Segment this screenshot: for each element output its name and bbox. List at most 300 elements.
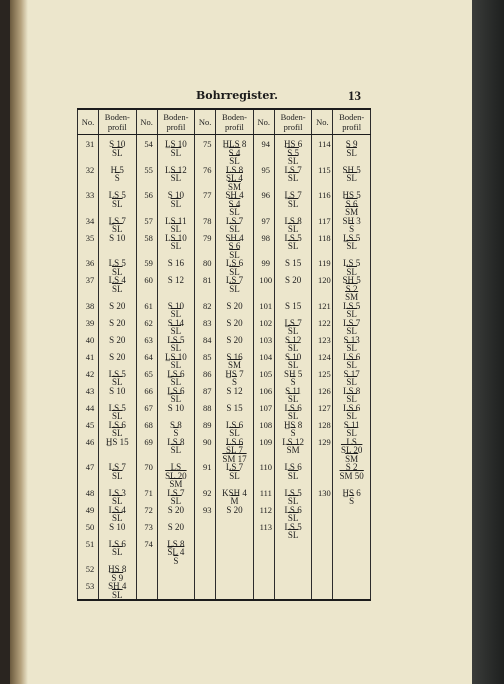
soil-profile <box>274 234 312 260</box>
soil-profile <box>274 166 312 192</box>
soil-profile <box>274 276 312 302</box>
boring-number: 48 <box>78 489 99 506</box>
profile-layer: S 10 <box>109 139 126 149</box>
profile-layer: SM 17 <box>222 453 247 464</box>
soil-profile <box>274 217 312 234</box>
boring-number: 107 <box>253 404 274 421</box>
boring-number: 66 <box>136 387 157 404</box>
boring-number: 76 <box>195 166 216 192</box>
table-row <box>78 217 371 234</box>
profile-layer: S 2 <box>345 283 358 294</box>
soil-profile <box>333 387 371 404</box>
boring-number <box>312 523 333 540</box>
boring-number: 98 <box>253 234 274 260</box>
boring-number: 51 <box>78 540 99 566</box>
boring-number: 101 <box>253 302 274 319</box>
soil-profile <box>216 336 254 353</box>
boring-number: 40 <box>78 336 99 353</box>
boring-number: 79 <box>195 234 216 260</box>
soil-profile <box>333 234 371 260</box>
table-row <box>78 276 371 302</box>
soil-profile <box>274 302 312 319</box>
profile-layer: LS 5 <box>167 334 185 345</box>
boring-number: 81 <box>195 276 216 302</box>
soil-profile <box>333 370 371 387</box>
soil-profile <box>274 336 312 353</box>
col-header-no: No. <box>253 109 274 135</box>
boring-number: 72 <box>136 506 157 523</box>
soil-profile <box>216 191 254 217</box>
profile-layer: LS 5 <box>108 368 126 379</box>
profile-layer: LS 6 <box>225 419 244 430</box>
profile-layer: $\overline{SL}$ <box>112 547 123 557</box>
boring-number: 85 <box>195 353 216 370</box>
profile-layer: SH 5 <box>283 368 303 379</box>
soil-profile <box>333 302 371 319</box>
profile-layer: SH 5 <box>342 164 361 175</box>
profile-layer: LS 10 <box>165 232 187 243</box>
profile-layer: LS 7 <box>167 487 185 498</box>
profile-layer: LS 7 <box>108 462 126 472</box>
profile-layer: SH 4 <box>108 581 127 591</box>
soil-profile <box>216 421 254 438</box>
soil-profile <box>216 302 254 319</box>
boring-number: 112 <box>253 506 274 523</box>
profile-layer: $\overline{SL}$ <box>287 513 299 523</box>
soil-profile <box>216 489 254 506</box>
profile-layer: $\overline{SL}$ <box>170 360 182 370</box>
soil-profile <box>333 135 371 166</box>
boring-number: 44 <box>78 404 99 421</box>
soil-profile <box>216 582 254 600</box>
soil-profile <box>99 166 137 192</box>
boring-number: 73 <box>136 523 157 540</box>
boring-number: 46 <box>78 438 99 464</box>
profile-layer: LS 12 <box>282 436 304 447</box>
soil-profile <box>99 540 137 566</box>
boring-number <box>312 565 333 582</box>
profile-layer: L̲S 6 <box>167 368 185 379</box>
boring-number: 114 <box>312 135 333 166</box>
profile-layer: $\overline{SL}$ <box>287 530 299 540</box>
soil-profile <box>274 421 312 438</box>
boring-number: 35 <box>78 234 99 260</box>
soil-profile <box>274 319 312 336</box>
soil-profile <box>274 387 312 404</box>
profile-layer: LS 6 <box>343 351 361 362</box>
boring-number: 103 <box>253 336 274 353</box>
soil-profile <box>216 540 254 566</box>
boring-number: 100 <box>253 276 274 302</box>
boring-number: 58 <box>136 234 157 260</box>
soil-profile <box>274 404 312 421</box>
boring-number: 45 <box>78 421 99 438</box>
boring-number: 127 <box>312 404 333 421</box>
profile-layer: $\overline{SL}$ <box>112 513 123 523</box>
profile-layer: LS 6 <box>284 504 302 515</box>
profile-layer: $\overline{SM}$ <box>345 207 359 217</box>
profile-layer: LS 7 <box>225 462 244 472</box>
table-row <box>78 336 371 353</box>
profile-layer: $\overline{SL}$ <box>346 326 357 336</box>
profile-layer: $\overline{SL}$ <box>287 326 299 336</box>
profile-layer: S 6 <box>345 198 358 209</box>
boring-number: 54 <box>136 135 157 166</box>
boring-number <box>312 463 333 489</box>
profile-layer: S 20 <box>167 504 185 515</box>
table-row <box>78 565 371 582</box>
soil-profile <box>99 523 137 540</box>
profile-layer: $\overline{SL}$ <box>287 360 299 370</box>
col-header-profile: Boden- profil <box>274 109 312 135</box>
profile-layer: LS 6 <box>225 258 244 268</box>
boring-number: 77 <box>195 191 216 217</box>
profile-layer: LS 5 <box>108 258 126 268</box>
profile-layer: S 5 <box>287 147 299 158</box>
boring-number: 128 <box>312 421 333 438</box>
boring-number: 37 <box>78 276 99 302</box>
boring-number: 55 <box>136 166 157 192</box>
profile-layer: SL 7 <box>226 445 243 455</box>
boring-number: 117 <box>312 217 333 234</box>
soil-profile <box>274 489 312 506</box>
boring-number: 124 <box>312 353 333 370</box>
soil-profile <box>99 370 137 387</box>
profile-layer: S 10 <box>167 190 185 200</box>
soil-profile <box>99 404 137 421</box>
profile-layer: S 20 <box>226 300 243 311</box>
boring-number: 56 <box>136 191 157 217</box>
soil-profile <box>274 540 312 566</box>
profile-layer: L̲S 7 <box>284 317 302 328</box>
profile-layer: S 12 <box>226 385 243 396</box>
profile-layer: S 9 <box>111 572 124 583</box>
profile-layer: $\overline{SL}$ <box>112 224 123 234</box>
profile-layer: S 12 <box>284 334 302 345</box>
soil-profile <box>274 463 312 489</box>
boring-number: 57 <box>136 217 157 234</box>
boring-number <box>136 565 157 582</box>
profile-layer: H̲S 7 <box>225 368 244 379</box>
profile-layer: SL 20 <box>340 445 363 455</box>
boring-number: 52 <box>78 565 99 582</box>
boring-number: 130 <box>312 489 333 506</box>
soil-profile <box>216 404 254 421</box>
boring-number: 78 <box>195 217 216 234</box>
boring-number: 121 <box>312 302 333 319</box>
profile-layer: $\overline{S}$ <box>290 428 296 438</box>
profile-layer: $\overline{S}$ <box>349 224 355 234</box>
profile-layer: $\overline{SL}$ <box>112 377 123 387</box>
profile-layer: SH 4 <box>225 232 244 243</box>
profile-layer: $\overline{SL}$ <box>346 360 357 370</box>
profile-layer: SH 4 <box>225 190 244 200</box>
soil-profile <box>216 319 254 336</box>
soil-profile <box>157 387 195 404</box>
soil-profile <box>333 166 371 192</box>
soil-profile <box>274 353 312 370</box>
soil-profile <box>157 404 195 421</box>
profile-layer: $\overline{SL}$ <box>287 343 299 353</box>
soil-profile <box>99 438 137 464</box>
soil-profile <box>274 582 312 600</box>
profile-layer: S 4 <box>228 198 241 209</box>
col-header-profile: Boden- profil <box>157 109 195 135</box>
soil-profile <box>157 135 195 166</box>
boring-number: 119 <box>312 259 333 276</box>
soil-profile <box>274 438 312 464</box>
soil-profile <box>157 336 195 353</box>
boring-number: 97 <box>253 217 274 234</box>
boring-number <box>195 523 216 540</box>
boring-number: 62 <box>136 319 157 336</box>
profile-layer: S 12 <box>167 275 185 285</box>
table-row <box>78 259 371 276</box>
boring-number: 70 <box>136 463 157 489</box>
profile-layer: SH 3 <box>342 215 361 226</box>
profile-layer: $\overline{SM}$ <box>286 445 300 455</box>
profile-layer: $\overline{SL}$ <box>346 309 357 319</box>
boring-number: 115 <box>312 166 333 192</box>
boring-number <box>312 506 333 523</box>
soil-profile <box>216 506 254 523</box>
soil-profile <box>157 506 195 523</box>
profile-layer: $\overline{SL}$ <box>346 241 357 251</box>
profile-layer: LS 8 <box>284 215 302 226</box>
profile-layer: LS <box>170 462 182 472</box>
soil-profile <box>333 276 371 302</box>
soil-profile <box>99 565 137 582</box>
profile-layer: S 20 <box>109 334 126 345</box>
boring-number: 33 <box>78 191 99 217</box>
profile-layer: S 2 <box>345 462 358 472</box>
soil-profile <box>216 135 254 166</box>
boring-number: 122 <box>312 319 333 336</box>
profile-layer: LS 6 <box>108 419 126 430</box>
boring-number: 88 <box>195 404 216 421</box>
soil-profile <box>333 523 371 540</box>
profile-layer: LS 7 <box>225 275 244 285</box>
soil-profile <box>216 370 254 387</box>
soil-profile <box>99 336 137 353</box>
col-header-no: No. <box>136 109 157 135</box>
profile-layer: LS 6 <box>225 436 244 447</box>
profile-layer: LS 8 <box>167 436 185 447</box>
soil-profile <box>157 191 195 217</box>
profile-layer: $\overline{SL}$ <box>287 173 299 183</box>
boring-number: 105 <box>253 370 274 387</box>
soil-profile <box>333 191 371 217</box>
soil-profile <box>157 463 195 489</box>
boring-number: 92 <box>195 489 216 506</box>
boring-number: 65 <box>136 370 157 387</box>
table-row <box>78 463 371 489</box>
profile-layer: SH 5 <box>342 275 361 285</box>
profile-layer: $\overline{SL}$ <box>287 470 299 481</box>
bohrregister-table <box>77 108 371 601</box>
boring-number: 125 <box>312 370 333 387</box>
header-row <box>78 109 371 135</box>
profile-layer: L̲S 6 <box>167 385 185 396</box>
boring-number: 47 <box>78 463 99 489</box>
profile-layer: LS <box>346 436 357 447</box>
soil-profile <box>333 540 371 566</box>
soil-profile <box>333 259 371 276</box>
boring-number: 102 <box>253 319 274 336</box>
table-row <box>78 421 371 438</box>
profile-layer: $\overline{SL}$ <box>346 394 357 404</box>
profile-layer: $\overline{SL}$ <box>346 343 357 353</box>
profile-layer: S 20 <box>226 504 243 515</box>
profile-layer: $\overline{SL}$ <box>229 470 240 481</box>
profile-layer: LS 8 <box>225 164 244 175</box>
soil-profile <box>333 565 371 582</box>
soil-profile <box>333 463 371 489</box>
profile-layer: S 17 <box>343 368 360 379</box>
soil-profile <box>99 421 137 438</box>
soil-profile <box>157 540 195 566</box>
profile-layer: $\overline{SL}$ <box>229 266 240 277</box>
profile-layer: $\overline{SL}$ <box>170 496 182 506</box>
boring-number: 36 <box>78 259 99 276</box>
soil-profile <box>99 217 137 234</box>
profile-layer: $\overline{SL}$ <box>112 198 123 209</box>
boring-number: 43 <box>78 387 99 404</box>
soil-profile <box>99 353 137 370</box>
profile-layer: SL 20 <box>165 470 187 481</box>
soil-profile <box>274 135 312 166</box>
boring-number: 90 <box>195 438 216 464</box>
profile-layer: LS 7 <box>284 164 302 175</box>
soil-profile <box>216 217 254 234</box>
profile-layer: S 20 <box>167 521 185 532</box>
profile-layer: S 13 <box>343 334 360 345</box>
profile-layer: H̲S 8 <box>283 419 303 430</box>
boring-number: 60 <box>136 276 157 302</box>
boring-number: 96 <box>253 191 274 217</box>
profile-layer: S 8 <box>170 419 182 430</box>
soil-profile <box>274 259 312 276</box>
profile-layer: H 5 <box>110 164 124 175</box>
profile-layer: S 20 <box>109 317 126 328</box>
profile-layer: KSH 4 <box>222 487 247 498</box>
soil-profile <box>274 191 312 217</box>
boring-number: 38 <box>78 302 99 319</box>
soil-profile <box>274 506 312 523</box>
boring-number: 120 <box>312 276 333 302</box>
profile-layer: LS 7 <box>225 215 244 226</box>
profile-layer: SL 4 <box>167 547 185 557</box>
profile-layer: $\overline{SL}$ <box>346 411 357 421</box>
boring-number <box>253 565 274 582</box>
table-row <box>78 370 371 387</box>
profile-layer: $\overline{SL}$ <box>346 147 357 158</box>
profile-layer: LS 5 <box>284 232 302 243</box>
boring-number: 84 <box>195 336 216 353</box>
boring-number <box>195 565 216 582</box>
profile-layer: SM 50 <box>339 470 364 481</box>
profile-layer: $\overline{SL}$ <box>170 241 182 251</box>
soil-profile <box>157 259 195 276</box>
profile-layer: $\overline{SL}$ <box>287 198 299 209</box>
soil-profile <box>99 463 137 489</box>
soil-profile <box>99 135 137 166</box>
profile-layer: $\overline{SM}$ <box>227 360 241 370</box>
profile-layer: $\overline{SL}$ <box>229 224 240 234</box>
boring-number: 64 <box>136 353 157 370</box>
soil-profile <box>216 276 254 302</box>
profile-layer: $\overline{S}$ <box>290 377 296 387</box>
profile-layer: $\overline{SL}$ <box>112 470 123 481</box>
profile-layer: S 20 <box>226 334 243 345</box>
soil-profile <box>274 565 312 582</box>
soil-profile <box>333 582 371 600</box>
soil-profile <box>99 302 137 319</box>
boring-number: 42 <box>78 370 99 387</box>
boring-number <box>253 582 274 600</box>
profile-layer: S 9 <box>345 139 358 149</box>
table-row <box>78 191 371 217</box>
boring-number: 41 <box>78 353 99 370</box>
boring-number: 109 <box>253 438 274 464</box>
profile-layer: H̲LS 8 <box>222 139 247 149</box>
soil-profile <box>333 319 371 336</box>
boring-number <box>312 540 333 566</box>
profile-layer: L̲S 10 <box>165 139 187 149</box>
soil-profile <box>157 438 195 464</box>
profile-layer: $\overline{SL}$ <box>170 173 182 183</box>
boring-number: 110 <box>253 463 274 489</box>
boring-number <box>312 582 333 600</box>
soil-profile <box>99 489 137 506</box>
soil-profile <box>216 463 254 489</box>
profile-layer: $\overline{SL}$ <box>170 394 182 404</box>
boring-number: 69 <box>136 438 157 464</box>
profile-layer: $\overline{SL}$ <box>287 394 299 404</box>
boring-number <box>195 540 216 566</box>
soil-profile <box>157 166 195 192</box>
profile-layer: $\overline{SL}$ <box>229 428 240 438</box>
table-row <box>78 353 371 370</box>
soil-profile <box>333 217 371 234</box>
scan-edge <box>472 0 504 684</box>
boring-number: 87 <box>195 387 216 404</box>
profile-layer: LS 8 <box>343 385 361 396</box>
profile-layer: LS 3 <box>108 487 126 498</box>
profile-layer: $\overline{S}$ <box>349 496 355 506</box>
boring-number: 82 <box>195 302 216 319</box>
boring-number: 93 <box>195 506 216 523</box>
table-row <box>78 387 371 404</box>
soil-profile <box>274 523 312 540</box>
profile-layer: $\overline{S}$ <box>231 377 237 387</box>
profile-layer: S 15 <box>284 258 302 268</box>
boring-number: 67 <box>136 404 157 421</box>
profile-layer: $\overline{M}$ <box>230 496 239 506</box>
profile-layer: $\overline{SL}$ <box>287 224 299 234</box>
soil-profile <box>157 582 195 600</box>
profile-layer: $\overline{SL}$ <box>170 377 182 387</box>
soil-profile <box>99 506 137 523</box>
profile-layer: LS 6 <box>343 402 361 413</box>
profile-layer: H̲S 15 <box>105 436 129 447</box>
profile-layer: $\overline{S}$ <box>173 428 179 438</box>
soil-profile <box>216 353 254 370</box>
soil-profile <box>157 565 195 582</box>
profile-layer: S 4 <box>228 147 241 158</box>
soil-profile <box>99 319 137 336</box>
boring-number: 75 <box>195 135 216 166</box>
